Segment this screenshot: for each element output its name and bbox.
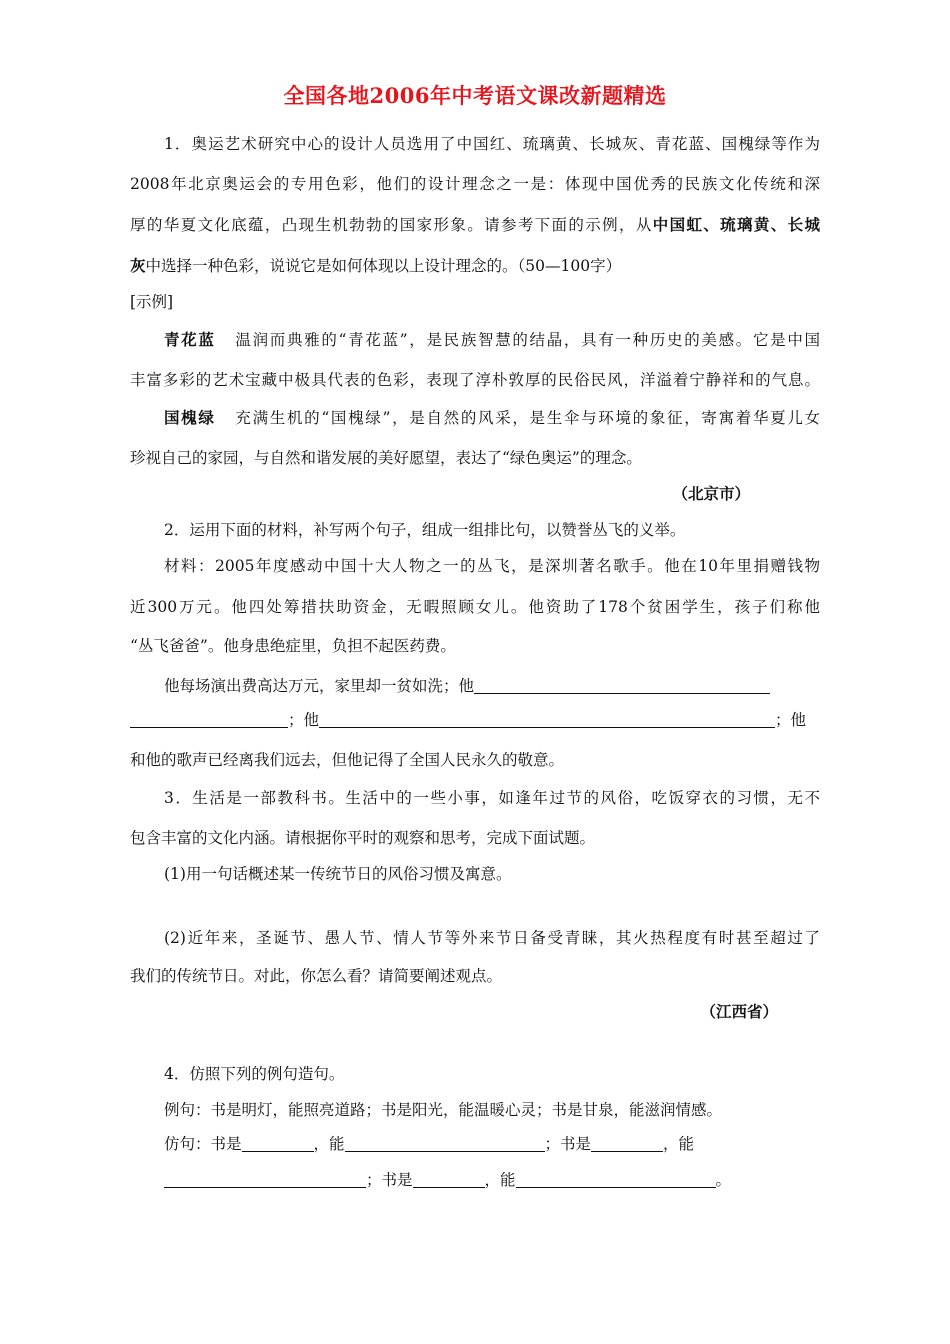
q2-line-6-sep-1: ；他 xyxy=(288,711,320,729)
q2-line-1: 2．运用下面的材料，补写两个句子，组成一组排比句，以赞誉丛飞的义举。 xyxy=(164,521,686,539)
q4-blank-1[interactable] xyxy=(242,1135,314,1152)
q2-line-5-text: 他每场演出费高达万元，家里却一贫如洗；他 xyxy=(164,677,475,695)
q1-line-3-text: 厚的华夏文化底蕴，凸现生机勃勃的国家形象。请参考下面的示例，从 xyxy=(130,216,653,234)
page-title: 全国各地2006年中考语文课改新题精选 xyxy=(283,83,667,108)
example-1-key: 青花蓝 xyxy=(164,330,216,349)
q4-imitation-line-1 xyxy=(164,1134,820,1154)
q4-blank-6[interactable] xyxy=(516,1171,716,1188)
q3-line-2: 包含丰富的文化内涵。请根据你平时的观察和思考，完成下面试题。 xyxy=(130,829,596,847)
q4-blank-3[interactable] xyxy=(591,1135,663,1152)
q4-line-1: 4．仿照下列的例句造句。 xyxy=(164,1065,345,1083)
q2-line-4: “丛飞爸爸”。他身患绝症里，负担不起医药费。 xyxy=(130,637,456,655)
q4-l3-sep-2: ；书是 xyxy=(544,1135,592,1153)
q1-line-4-text: 中选择一种色彩，说说它是如何体现以上设计理念的。（50—100字） xyxy=(145,257,622,275)
q2-line-7: 和他的歌声已经离我们远去，但他记得了全国人民永久的敬意。 xyxy=(130,751,565,769)
example-1-line-1 xyxy=(164,330,820,350)
q4-blank-4[interactable] xyxy=(164,1171,366,1188)
q2-blank-3[interactable] xyxy=(319,711,775,728)
q1-line-4 xyxy=(130,256,820,276)
q2-line-2: 材料：2005年度感动中国十大人物之一的丛飞，是深圳著名歌手。他在10年里捐赠钱物 xyxy=(164,557,820,575)
q1-color-gray-bold: 灰 xyxy=(130,256,146,275)
example-2-line-2: 珍视自己的家园，与自然和谐发展的美好愿望，表达了“绿色奥运”的理念。 xyxy=(130,449,642,467)
q2-line-5 xyxy=(164,676,820,696)
q2-blank-2[interactable] xyxy=(130,711,288,728)
q4-imitation-line-2 xyxy=(164,1170,820,1190)
q2-blank-1[interactable] xyxy=(474,677,770,694)
example-1-text: 温润而典雅的“青花蓝”，是民族智慧的结晶，具有一种历史的美感。它是中国 xyxy=(235,331,820,349)
example-1-line-2: 丰富多彩的艺术宝藏中极具代表的色彩，表现了淳朴敦厚的民俗民风，洋溢着宁静祥和的气息。 xyxy=(130,371,820,389)
q4-blank-2[interactable] xyxy=(345,1135,545,1152)
example-2-key: 国槐绿 xyxy=(164,408,216,427)
q1-line-2: 2008年北京奥运会的专用色彩，他们的设计理念之一是：体现中国优秀的民族文化传统和深 xyxy=(130,175,820,193)
q4-l3-prefix: 仿句：书是 xyxy=(164,1135,242,1153)
example-2-text: 充满生机的“国槐绿”，是自然的风采，是生伞与环境的象征，寄寓着华夏儿女 xyxy=(235,409,820,427)
q4-l3-sep-1: ，能 xyxy=(313,1135,345,1153)
q3-part-2-line-2: 我们的传统节日。对此，你怎么看？请简要阐述观点。 xyxy=(130,967,503,985)
q4-l4-sep-2: ，能 xyxy=(484,1171,516,1189)
q3-line-1: 3．生活是一部教科书。生活中的一些小事，如逢年过节的风俗，吃饭穿衣的习惯，无不 xyxy=(164,789,820,807)
q2-line-6-sep-2: ；他 xyxy=(775,711,807,729)
q1-colors-bold: 中国虹、琉璃黄、长城 xyxy=(652,215,820,234)
q1-source: （北京市） xyxy=(672,484,750,503)
q3-source: （江西省） xyxy=(700,1002,778,1021)
q4-example: 例句：书是明灯，能照亮道路；书是阳光，能温暖心灵；书是甘泉，能滋润情感。 xyxy=(164,1101,723,1119)
q4-blank-5[interactable] xyxy=(413,1171,485,1188)
q4-l4-end: 。 xyxy=(715,1171,732,1189)
q4-l4-sep-1: ；书是 xyxy=(366,1171,413,1189)
q1-line-3 xyxy=(130,215,820,235)
example-2-line-1 xyxy=(164,408,820,428)
q3-part-1: (1)用一句话概述某一传统节日的风俗习惯及寓意。 xyxy=(164,865,512,883)
q3-part-2-line-1: (2)近年来，圣诞节、愚人节、情人节等外来节日备受青睐，其火热程度有时甚至超过了 xyxy=(164,929,820,947)
q2-line-3: 近300万元。他四处筹措扶助资金，无暇照顾女儿。他资助了178个贫困学生，孩子们称他 xyxy=(130,598,820,616)
q1-line-1: 1．奥运艺术研究中心的设计人员选用了中国红、琉璃黄、长城灰、青花蓝、国槐绿等作为 xyxy=(164,135,820,153)
q2-line-6 xyxy=(130,710,820,730)
q4-l3-sep-3: ，能 xyxy=(663,1135,695,1153)
example-label: [示例] xyxy=(130,293,174,311)
